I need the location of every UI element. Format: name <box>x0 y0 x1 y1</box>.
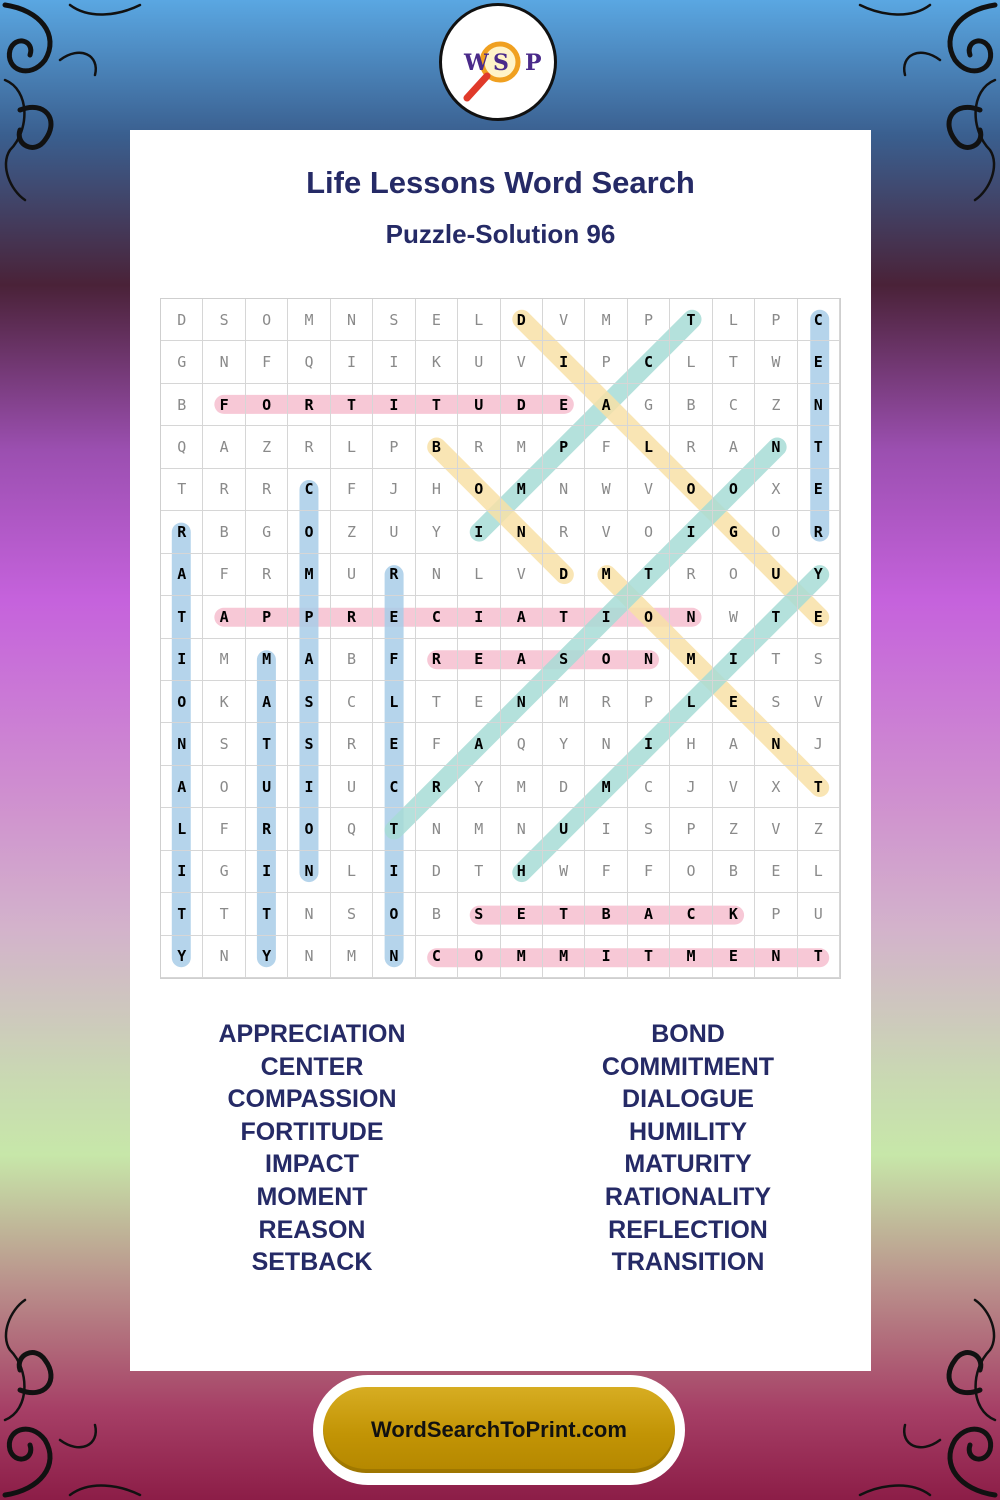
grid-cell[interactable]: O <box>713 554 755 596</box>
word-list-item: IMPACT <box>265 1150 359 1179</box>
grid-cell[interactable]: R <box>246 554 288 596</box>
grid-cell[interactable]: O <box>458 469 500 511</box>
grid-cell[interactable]: D <box>501 299 543 341</box>
grid-cell[interactable]: N <box>628 639 670 681</box>
grid-cell[interactable]: Y <box>458 766 500 808</box>
grid-cell[interactable]: W <box>755 341 797 383</box>
grid-cell[interactable]: C <box>416 596 458 638</box>
grid-cell[interactable]: X <box>755 469 797 511</box>
grid-cell[interactable]: M <box>670 639 712 681</box>
grid-cell[interactable]: T <box>246 893 288 935</box>
grid-cell[interactable]: C <box>416 936 458 978</box>
grid-cell[interactable]: V <box>713 766 755 808</box>
word-list-item: MOMENT <box>256 1182 368 1211</box>
grid-cell[interactable]: Q <box>161 426 203 468</box>
grid-cell[interactable]: E <box>458 681 500 723</box>
grid-cell[interactable]: C <box>373 766 415 808</box>
grid-cell[interactable]: E <box>501 893 543 935</box>
grid-cell[interactable]: M <box>246 639 288 681</box>
grid-cell[interactable]: O <box>203 766 245 808</box>
grid-cell[interactable]: M <box>585 554 627 596</box>
grid-cell[interactable]: R <box>458 426 500 468</box>
grid-cell[interactable]: K <box>713 893 755 935</box>
magnifier-icon <box>442 6 554 118</box>
grid-cell[interactable]: E <box>373 596 415 638</box>
word-list-item: DIALOGUE <box>622 1085 754 1114</box>
grid-cell[interactable]: U <box>373 511 415 553</box>
grid-cell[interactable]: Z <box>713 808 755 850</box>
grid-cell[interactable]: E <box>713 681 755 723</box>
grid-cell[interactable]: R <box>203 469 245 511</box>
grid-cell[interactable]: I <box>373 341 415 383</box>
grid-cell[interactable]: N <box>755 426 797 468</box>
grid-cell[interactable]: M <box>670 936 712 978</box>
grid-cell[interactable]: F <box>331 469 373 511</box>
grid-cell[interactable]: J <box>373 469 415 511</box>
grid-cell[interactable]: P <box>373 426 415 468</box>
corner-ornament-top-right <box>850 0 1000 220</box>
word-list-item: REFLECTION <box>608 1215 768 1244</box>
grid-cell[interactable]: B <box>416 426 458 468</box>
grid-cell[interactable]: S <box>203 723 245 765</box>
grid-cell[interactable]: I <box>585 808 627 850</box>
grid-cell[interactable]: G <box>161 341 203 383</box>
grid-cell[interactable]: N <box>798 384 840 426</box>
grid-cell[interactable]: L <box>670 681 712 723</box>
grid-cell[interactable]: T <box>713 341 755 383</box>
grid-cell[interactable]: F <box>416 723 458 765</box>
grid-cell[interactable]: S <box>543 639 585 681</box>
grid-cell[interactable]: R <box>161 511 203 553</box>
grid-cell[interactable]: I <box>161 639 203 681</box>
grid-cell[interactable]: X <box>755 766 797 808</box>
grid-cell[interactable]: Y <box>246 936 288 978</box>
grid-cell[interactable]: T <box>161 893 203 935</box>
word-list-item: REASON <box>258 1215 366 1244</box>
grid-cell[interactable]: L <box>458 554 500 596</box>
word-list <box>130 1018 871 1288</box>
grid-cell[interactable]: U <box>543 808 585 850</box>
grid-cell[interactable]: D <box>543 766 585 808</box>
grid-cell[interactable]: F <box>203 808 245 850</box>
grid-cell[interactable]: C <box>628 766 670 808</box>
word-list-item: MATURITY <box>624 1150 752 1179</box>
grid-cell[interactable]: E <box>373 723 415 765</box>
grid-cell[interactable]: G <box>713 511 755 553</box>
grid-cell[interactable]: M <box>331 936 373 978</box>
grid-cell[interactable]: S <box>798 639 840 681</box>
grid-cell[interactable]: Z <box>755 384 797 426</box>
grid-cell[interactable]: P <box>288 596 330 638</box>
footer-badge <box>313 1375 685 1485</box>
grid-cell[interactable]: A <box>203 426 245 468</box>
word-list-item: FORTITUDE <box>240 1117 384 1146</box>
grid-cell[interactable]: H <box>416 469 458 511</box>
grid-cell[interactable]: W <box>543 851 585 893</box>
grid-cell[interactable]: H <box>501 851 543 893</box>
page-title: Life Lessons Word Search <box>306 165 695 200</box>
grid-cell[interactable]: K <box>203 681 245 723</box>
svg-text:W: W <box>464 50 489 76</box>
grid-cell[interactable]: F <box>628 851 670 893</box>
grid-cell[interactable]: M <box>501 426 543 468</box>
grid-cell[interactable]: F <box>585 851 627 893</box>
grid-cell[interactable]: R <box>416 639 458 681</box>
grid-cell[interactable]: U <box>755 554 797 596</box>
grid-cell[interactable]: R <box>670 554 712 596</box>
grid-cell[interactable]: T <box>798 936 840 978</box>
grid-cell[interactable]: N <box>203 341 245 383</box>
grid-cell[interactable]: N <box>288 936 330 978</box>
grid-cell[interactable]: L <box>798 851 840 893</box>
grid-cell[interactable]: T <box>331 384 373 426</box>
grid-cell[interactable]: C <box>628 341 670 383</box>
grid-cell[interactable]: M <box>501 766 543 808</box>
grid-cell[interactable]: V <box>543 299 585 341</box>
grid-cell[interactable]: S <box>288 723 330 765</box>
grid-cell[interactable]: I <box>628 723 670 765</box>
grid-cell[interactable]: T <box>161 469 203 511</box>
corner-ornament-bottom-right <box>850 1280 1000 1500</box>
corner-ornament-bottom-left <box>0 1280 150 1500</box>
grid-cell[interactable]: R <box>416 766 458 808</box>
word-list-item: HUMILITY <box>628 1117 748 1146</box>
grid-cell[interactable]: U <box>331 554 373 596</box>
grid-cell[interactable]: N <box>288 893 330 935</box>
grid-cell[interactable]: T <box>458 851 500 893</box>
grid-cell[interactable]: C <box>288 469 330 511</box>
grid-cell[interactable]: L <box>373 681 415 723</box>
grid-cell[interactable]: N <box>501 511 543 553</box>
grid-cell[interactable]: T <box>543 596 585 638</box>
grid-cell[interactable]: K <box>416 341 458 383</box>
site-logo[interactable] <box>439 3 557 121</box>
grid-cell[interactable]: N <box>416 808 458 850</box>
grid-cell[interactable]: L <box>161 808 203 850</box>
grid-cell[interactable]: V <box>755 808 797 850</box>
word-list-item: COMMITMENT <box>601 1052 775 1081</box>
grid-cell[interactable]: M <box>288 554 330 596</box>
grid-cell[interactable]: I <box>585 936 627 978</box>
grid-cell[interactable]: F <box>585 426 627 468</box>
grid-cell[interactable]: O <box>628 596 670 638</box>
grid-cell[interactable]: N <box>288 851 330 893</box>
grid-cell[interactable]: N <box>416 554 458 596</box>
grid-cell[interactable]: T <box>203 893 245 935</box>
corner-ornament-top-left <box>0 0 150 220</box>
grid-cell[interactable]: Z <box>331 511 373 553</box>
grid-cell[interactable]: T <box>161 596 203 638</box>
grid-cell[interactable]: D <box>543 554 585 596</box>
word-list-item: CENTER <box>260 1052 364 1081</box>
grid-cell[interactable]: Y <box>798 554 840 596</box>
grid-cell[interactable]: D <box>161 299 203 341</box>
grid-cell[interactable]: E <box>543 384 585 426</box>
grid-cell[interactable]: I <box>543 341 585 383</box>
grid-cell[interactable]: N <box>543 469 585 511</box>
grid-cell[interactable]: N <box>203 936 245 978</box>
word-list-item: TRANSITION <box>611 1248 765 1277</box>
grid-cell[interactable]: O <box>670 469 712 511</box>
grid-cell[interactable]: E <box>798 469 840 511</box>
grid-cell[interactable]: I <box>331 341 373 383</box>
grid-cell[interactable]: D <box>416 851 458 893</box>
grid-cell[interactable]: R <box>670 426 712 468</box>
word-list-item: BOND <box>651 1020 725 1048</box>
grid-cell[interactable]: N <box>755 936 797 978</box>
grid-cell[interactable]: C <box>798 299 840 341</box>
grid-cell[interactable]: B <box>713 851 755 893</box>
grid-cell[interactable]: E <box>458 639 500 681</box>
grid-cell[interactable]: R <box>585 681 627 723</box>
grid-cell[interactable]: T <box>755 596 797 638</box>
grid-cell[interactable]: Z <box>246 426 288 468</box>
grid-cell[interactable]: R <box>288 426 330 468</box>
grid-cell[interactable]: M <box>501 469 543 511</box>
grid-cell[interactable]: M <box>585 766 627 808</box>
grid-cell[interactable]: U <box>798 893 840 935</box>
grid-cell[interactable]: T <box>543 893 585 935</box>
grid-cell[interactable]: U <box>458 341 500 383</box>
grid-cell[interactable]: Q <box>288 341 330 383</box>
grid-cell[interactable]: C <box>713 384 755 426</box>
grid-cell[interactable]: R <box>331 596 373 638</box>
grid-cell[interactable]: T <box>628 554 670 596</box>
grid-cell[interactable]: P <box>755 893 797 935</box>
grid-cell[interactable]: B <box>203 511 245 553</box>
grid-cell[interactable]: P <box>628 681 670 723</box>
grid-cell[interactable]: I <box>713 639 755 681</box>
grid-cell[interactable]: T <box>416 384 458 426</box>
grid-cell[interactable]: O <box>373 893 415 935</box>
grid-cell[interactable]: P <box>755 299 797 341</box>
grid-cell[interactable]: I <box>246 851 288 893</box>
grid-cell[interactable]: I <box>161 851 203 893</box>
grid-cell[interactable]: N <box>670 596 712 638</box>
grid-cell[interactable]: Q <box>501 723 543 765</box>
grid-cell[interactable]: O <box>161 681 203 723</box>
grid-cell[interactable]: T <box>755 639 797 681</box>
grid-cell[interactable]: Y <box>543 723 585 765</box>
grid-cell[interactable]: P <box>246 596 288 638</box>
grid-cell[interactable]: E <box>755 851 797 893</box>
grid-cell[interactable]: J <box>798 723 840 765</box>
grid-cell[interactable]: D <box>501 384 543 426</box>
grid-cell[interactable]: A <box>161 766 203 808</box>
grid-cell[interactable]: L <box>331 426 373 468</box>
grid-cell[interactable]: A <box>458 723 500 765</box>
grid-cell[interactable]: A <box>246 681 288 723</box>
grid-cell[interactable]: O <box>288 808 330 850</box>
grid-cell[interactable]: W <box>585 469 627 511</box>
word-list-item: APPRECIATION <box>218 1020 406 1048</box>
grid-cell[interactable]: A <box>161 554 203 596</box>
grid-cell[interactable]: A <box>501 639 543 681</box>
grid-cell[interactable]: A <box>628 893 670 935</box>
svg-text:S: S <box>493 50 509 76</box>
page-subtitle: Puzzle-Solution 96 <box>385 219 616 249</box>
grid-cell[interactable]: G <box>628 384 670 426</box>
grid-cell[interactable]: A <box>713 723 755 765</box>
grid-cell[interactable]: C <box>670 893 712 935</box>
grid-cell[interactable]: B <box>416 893 458 935</box>
grid-cell[interactable]: M <box>288 299 330 341</box>
grid-cell[interactable]: S <box>628 808 670 850</box>
grid-cell[interactable]: A <box>501 596 543 638</box>
grid-cell[interactable]: N <box>501 808 543 850</box>
grid-cell[interactable]: E <box>798 341 840 383</box>
grid-cell[interactable]: W <box>713 596 755 638</box>
word-search-grid <box>160 298 841 979</box>
grid-cell[interactable]: M <box>501 936 543 978</box>
grid-cell[interactable]: R <box>288 384 330 426</box>
grid-cell[interactable]: M <box>543 681 585 723</box>
svg-text:P: P <box>525 50 542 76</box>
grid-cell[interactable]: U <box>458 384 500 426</box>
grid-cell[interactable]: B <box>670 384 712 426</box>
word-list-item: RATIONALITY <box>604 1182 772 1211</box>
grid-cell[interactable]: O <box>246 384 288 426</box>
grid-cell[interactable]: O <box>670 851 712 893</box>
grid-cell[interactable]: F <box>373 639 415 681</box>
grid-cell[interactable]: B <box>585 893 627 935</box>
grid-cell[interactable]: I <box>288 766 330 808</box>
grid-cell[interactable]: G <box>246 511 288 553</box>
word-list-left <box>152 1018 472 1279</box>
grid-cell[interactable]: S <box>755 681 797 723</box>
grid-cell[interactable]: S <box>373 299 415 341</box>
grid-cell[interactable]: P <box>670 808 712 850</box>
grid-cell[interactable]: T <box>798 426 840 468</box>
grid-cell[interactable]: V <box>628 469 670 511</box>
grid-cell[interactable]: O <box>755 511 797 553</box>
grid-cell[interactable]: V <box>585 511 627 553</box>
grid-cell[interactable]: E <box>798 596 840 638</box>
grid-cell[interactable]: Y <box>416 511 458 553</box>
grid-cell[interactable]: O <box>246 299 288 341</box>
grid-cell[interactable]: V <box>501 341 543 383</box>
puzzle-panel <box>130 130 871 1371</box>
grid-cell[interactable]: E <box>416 299 458 341</box>
grid-cell[interactable]: L <box>670 341 712 383</box>
grid-cell[interactable]: T <box>246 723 288 765</box>
grid-cell[interactable]: B <box>161 384 203 426</box>
grid-cell[interactable]: I <box>458 511 500 553</box>
grid-cell[interactable]: L <box>458 299 500 341</box>
grid-cell[interactable]: S <box>458 893 500 935</box>
grid-cell[interactable]: R <box>246 469 288 511</box>
grid-cell[interactable]: I <box>458 596 500 638</box>
grid-cell[interactable]: L <box>628 426 670 468</box>
grid-cell[interactable]: T <box>670 299 712 341</box>
grid-cell[interactable]: Q <box>331 808 373 850</box>
grid-cell[interactable]: V <box>501 554 543 596</box>
grid-cell[interactable]: N <box>331 299 373 341</box>
grid-cell[interactable]: N <box>161 723 203 765</box>
grid-cell[interactable]: L <box>713 299 755 341</box>
grid-cell[interactable]: B <box>331 639 373 681</box>
grid-cell[interactable]: T <box>628 936 670 978</box>
grid-cell[interactable]: S <box>331 893 373 935</box>
grid-cell[interactable]: A <box>203 596 245 638</box>
grid-cell[interactable]: S <box>203 299 245 341</box>
grid-cell[interactable]: V <box>798 681 840 723</box>
grid-cell[interactable]: A <box>713 426 755 468</box>
grid-cell[interactable]: U <box>331 766 373 808</box>
grid-cell[interactable]: E <box>713 936 755 978</box>
grid-cell[interactable]: N <box>585 723 627 765</box>
grid-cell[interactable]: T <box>373 808 415 850</box>
grid-cell[interactable]: R <box>798 511 840 553</box>
grid-cell[interactable]: S <box>288 681 330 723</box>
grid-cell[interactable]: C <box>331 681 373 723</box>
grid-cell[interactable]: H <box>670 723 712 765</box>
grid-cell[interactable]: I <box>373 851 415 893</box>
grid-cell[interactable]: Y <box>161 936 203 978</box>
grid-cell[interactable]: O <box>288 511 330 553</box>
grid-cell[interactable]: A <box>288 639 330 681</box>
grid-cell[interactable]: F <box>203 384 245 426</box>
grid-cell[interactable]: A <box>585 384 627 426</box>
letter-grid <box>160 298 841 979</box>
grid-cell[interactable]: P <box>628 299 670 341</box>
grid-cell[interactable]: N <box>755 723 797 765</box>
grid-cell[interactable]: U <box>246 766 288 808</box>
grid-cell[interactable]: G <box>203 851 245 893</box>
grid-cell[interactable]: M <box>203 639 245 681</box>
grid-cell[interactable]: N <box>373 936 415 978</box>
grid-cell[interactable]: M <box>585 299 627 341</box>
grid-cell[interactable]: O <box>713 469 755 511</box>
grid-cell[interactable]: O <box>458 936 500 978</box>
grid-cell[interactable]: O <box>585 639 627 681</box>
grid-cell[interactable]: R <box>246 808 288 850</box>
grid-cell[interactable]: I <box>585 596 627 638</box>
grid-cell[interactable]: F <box>246 341 288 383</box>
grid-cell[interactable]: F <box>203 554 245 596</box>
grid-cell[interactable]: P <box>585 341 627 383</box>
grid-cell[interactable]: J <box>670 766 712 808</box>
grid-cell[interactable]: M <box>458 808 500 850</box>
grid-cell[interactable]: M <box>543 936 585 978</box>
grid-cell[interactable]: R <box>543 511 585 553</box>
grid-cell[interactable]: O <box>628 511 670 553</box>
word-list-right <box>528 1018 848 1279</box>
grid-cell[interactable]: Z <box>798 808 840 850</box>
grid-cell[interactable]: N <box>501 681 543 723</box>
grid-cell[interactable]: R <box>373 554 415 596</box>
grid-cell[interactable]: I <box>670 511 712 553</box>
grid-cell[interactable]: L <box>331 851 373 893</box>
site-link-button[interactable]: WordSearchToPrint.com <box>323 1387 675 1473</box>
grid-cell[interactable]: I <box>373 384 415 426</box>
grid-cell[interactable]: T <box>798 766 840 808</box>
word-list-item: COMPASSION <box>227 1085 397 1114</box>
word-list-item: SETBACK <box>251 1248 373 1277</box>
grid-cell[interactable]: P <box>543 426 585 468</box>
grid-cell[interactable]: T <box>416 681 458 723</box>
grid-cell[interactable]: R <box>331 723 373 765</box>
